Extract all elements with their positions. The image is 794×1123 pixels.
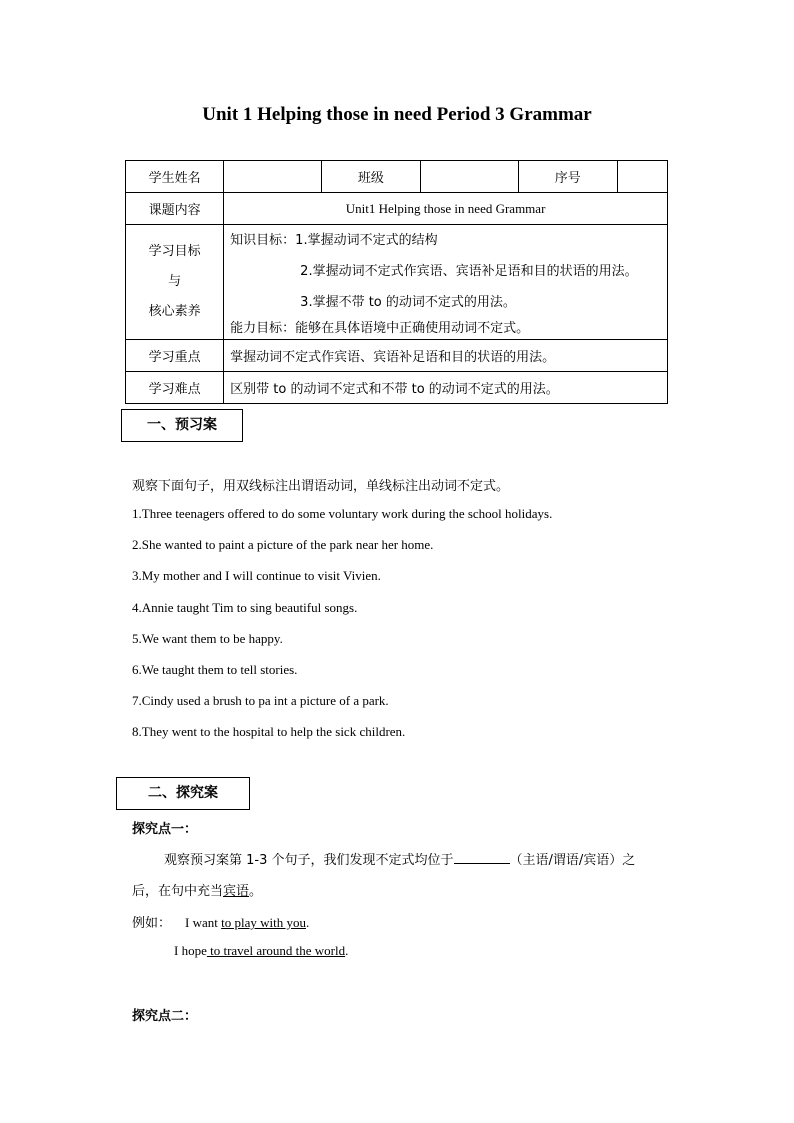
goal-knowledge-2: 2.掌握动词不定式作宾语、宾语补足语和目的状语的用法。	[300, 264, 638, 279]
example2-a: I hope	[174, 943, 207, 958]
list-item: 5.We want them to be happy.	[132, 631, 283, 646]
topic-label: 课题内容	[126, 193, 224, 225]
example2-c: .	[345, 943, 349, 958]
example-label: 例如：	[132, 916, 172, 931]
point1-answer: 宾语	[223, 884, 250, 899]
list-item: 1.Three teenagers offered to do some voluntary work during the school holidays.	[132, 506, 553, 521]
table-row	[126, 161, 668, 193]
point1-text	[164, 849, 635, 868]
point1-text-cont	[132, 880, 262, 899]
point1-text-b: （主语/谓语/宾语）之	[509, 853, 636, 868]
answer-blank[interactable]	[454, 849, 510, 864]
student-name-label: 学生姓名	[126, 161, 224, 193]
list-item: 6.We taught them to tell stories.	[132, 662, 298, 677]
goals-label-cell	[126, 225, 224, 340]
list-item: 3.My mother and I will continue to visit Vivien.	[132, 568, 381, 583]
goals-cell	[224, 225, 668, 340]
student-name-field[interactable]	[224, 161, 322, 193]
section1-instruction: 观察下面句子，用双线标注出谓语动词，单线标注出动词不定式。	[132, 479, 510, 494]
list-item: 2.She wanted to paint a picture of the park near her home.	[132, 537, 434, 552]
example2-infinitive: to travel around the world	[206, 943, 346, 958]
difficulty-label: 学习难点	[126, 372, 224, 404]
goals-label-1: 学习目标	[148, 244, 201, 259]
list-item: 4.Annie taught Tim to sing beautiful songs.	[132, 600, 358, 615]
example-2	[174, 943, 348, 959]
goals-label-3: 核心素养	[148, 304, 201, 319]
table-row	[126, 340, 668, 372]
difficulty-value: 区别带 to 的动词不定式和不带 to 的动词不定式的用法。	[224, 372, 668, 404]
key-label: 学习重点	[126, 340, 224, 372]
goal-knowledge-1: 知识目标：1.掌握动词不定式的结构	[230, 233, 438, 248]
page-title: Unit 1 Helping those in need Period 3 Grammar	[202, 104, 592, 125]
table-row	[126, 225, 668, 340]
list-item: 7.Cindy used a brush to pa int a picture of a park.	[132, 693, 389, 708]
section2-heading: 二、探究案	[116, 777, 250, 810]
table-row	[126, 372, 668, 404]
goal-ability: 能力目标：能够在具体语境中正确使用动词不定式。	[230, 321, 530, 336]
topic-value: Unit1 Helping those in need Grammar	[224, 193, 668, 225]
key-value: 掌握动词不定式作宾语、宾语补足语和目的状语的用法。	[224, 340, 668, 372]
number-label: 序号	[518, 161, 617, 193]
class-label: 班级	[322, 161, 420, 193]
table-row	[126, 193, 668, 225]
point1-text-a: 观察预习案第 1-3 个句子，我们发现不定式均位于	[164, 853, 454, 868]
section1-heading: 一、预习案	[121, 409, 243, 442]
point2-label: 探究点二：	[132, 1009, 198, 1024]
list-item: 8.They went to the hospital to help the sick children.	[132, 724, 406, 739]
point1-text-e: 。	[249, 884, 263, 899]
point1-label: 探究点一：	[132, 822, 198, 837]
info-table	[125, 160, 668, 404]
example1-infinitive: to play with you	[221, 915, 306, 930]
class-field[interactable]	[420, 161, 518, 193]
goals-label-2: 与	[168, 274, 182, 289]
goal-knowledge-3: 3.掌握不带 to 的动词不定式的用法。	[300, 295, 516, 310]
example1-c: .	[305, 915, 310, 930]
number-field[interactable]	[617, 161, 667, 193]
example1-a: I want	[185, 915, 222, 930]
example-1	[132, 912, 309, 931]
point1-text-c: 后，在句中充当	[132, 884, 224, 899]
